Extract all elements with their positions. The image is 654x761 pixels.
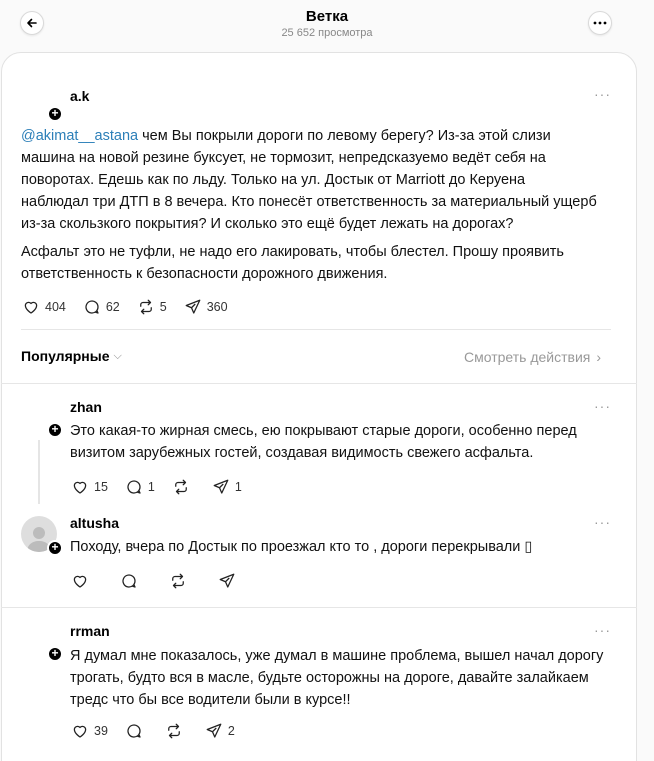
comment-username[interactable]: altusha [70,515,120,531]
heart-icon [71,722,89,740]
follow-plus-icon[interactable]: + [47,422,63,438]
post-text-2: Асфальт это не туфли, не надо его лакировать, чтобы блестел. Прошу проявить ответственность к безопасности дорожного движения. [21,244,564,282]
post-actions [22,298,245,316]
emoji-placeholder: ▯ [524,539,533,555]
comment-more-icon[interactable]: ··· [594,622,611,638]
comment-avatar[interactable] [21,622,57,658]
reply-count: 62 [105,300,120,314]
comment-icon [125,722,143,740]
comment-avatar[interactable] [21,516,57,552]
like-button[interactable] [71,572,94,590]
comment-text: Я думал мне показалось, уже думал в машине проблема, вышел начал дорогу трогать, будто вся в масле, будьте осторожны на дороге, давайте залайкаем тредс что бы все водители были в курсе!! [70,648,604,708]
share-button[interactable] [184,298,228,316]
comment-actions [71,722,252,740]
divider [1,607,637,608]
repost-count: 5 [159,300,167,314]
view-activity-link[interactable]: Смотреть действия › [464,349,602,365]
repost-icon [169,572,187,590]
like-button[interactable] [71,722,108,740]
page-title: Ветка [305,8,349,25]
heart-icon [71,572,89,590]
post-avatar[interactable] [21,82,57,118]
repost-icon [172,478,190,496]
share-count: 2 [227,724,235,738]
share-icon [184,298,202,316]
post-text: @akimat__astana чем Вы покрыли дороги по левому берегу? Из-за этой слизи машина на новой резине буксует, не тормозит, непредсказуемо ведёт себя на поворотах. Едешь как по льду. Только на ул. Достык от Marriott до Керуена наблюдал три ДТП в 8 вечера. Кто понесёт ответственность за материальный ущерб из-за скользкого покрытия? И сколько это ещё будет лежать на дорогах? [21,128,597,232]
share-icon [205,722,223,740]
share-count: 360 [206,300,228,314]
share-button[interactable] [205,722,235,740]
comment-avatar[interactable] [21,398,57,434]
reply-button[interactable] [83,298,120,316]
post-more-icon[interactable]: ··· [594,86,611,102]
like-count: 15 [94,480,108,494]
like-count: 404 [45,300,66,314]
share-button[interactable] [218,572,241,590]
comment-more-icon[interactable]: ··· [594,514,611,530]
comment-actions [71,572,258,590]
divider [21,329,611,330]
heart-icon [71,478,89,496]
comment-text: Это какая-то жирная смесь, ею покрывают старые дороги, особенно перед визитом зарубежных гостей, создавая видимость свежего асфальта. [70,423,577,461]
reply-button[interactable] [125,478,155,496]
comment-icon [83,298,101,316]
chevron-down-icon: ⌵ [113,349,122,362]
reply-button[interactable] [125,722,148,740]
comment-icon [120,572,138,590]
repost-button[interactable] [169,572,192,590]
sort-dropdown[interactable]: Популярные ⌵ [21,348,122,364]
reply-button[interactable] [120,572,143,590]
comment-actions [71,478,259,496]
comment-username[interactable]: rrman [70,623,110,639]
repost-button[interactable] [172,478,195,496]
post-username[interactable]: a.k [70,88,90,104]
repost-button[interactable] [165,722,188,740]
like-button[interactable] [22,298,66,316]
top-bar [0,0,654,50]
share-icon [218,572,236,590]
more-button[interactable] [588,11,612,35]
comment-more-icon[interactable]: ··· [594,398,611,414]
divider [1,383,637,384]
repost-icon [165,722,183,740]
like-count: 39 [94,724,108,738]
thread-line [38,440,40,504]
comment-text: Походу, вчера по Достык по проезжал кто то , дороги перекрывали ▯ [70,539,533,555]
follow-plus-icon[interactable]: + [47,646,63,662]
comment-username[interactable]: zhan [70,399,102,415]
heart-icon [22,298,40,316]
view-count: 25 652 просмотра [281,27,373,39]
follow-plus-icon[interactable]: + [47,106,63,122]
share-button[interactable] [212,478,242,496]
share-count: 1 [234,480,242,494]
like-button[interactable] [71,478,108,496]
follow-plus-icon[interactable]: + [47,540,63,556]
share-icon [212,478,230,496]
mention-link[interactable]: @akimat__astana [21,128,139,144]
chevron-right-icon: › [596,349,602,365]
more-icon [593,21,607,25]
repost-button[interactable] [137,298,167,316]
reply-count: 1 [147,480,155,494]
comment-icon [125,478,143,496]
repost-icon [137,298,155,316]
